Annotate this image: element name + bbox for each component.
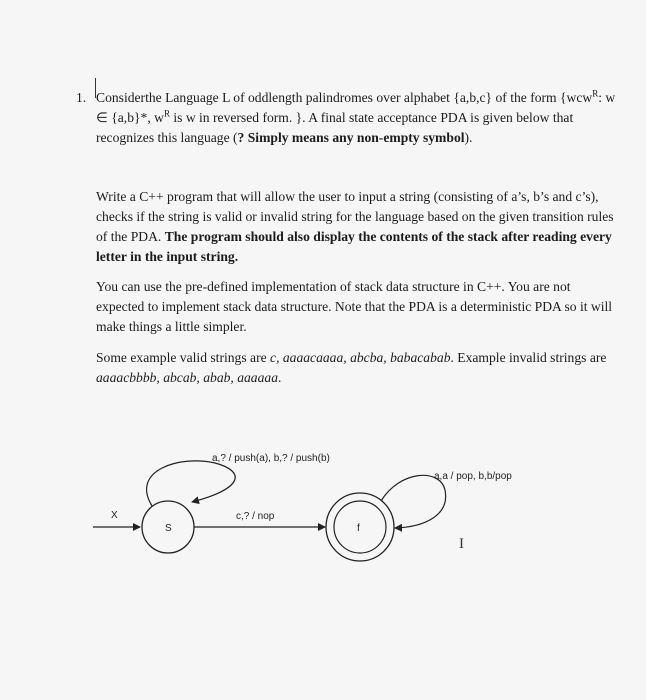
transition-label: c,? / nop [236, 511, 275, 522]
stack-display-requirement: The program should also display the contents of the stack after reading every letter in the input string. [96, 229, 612, 264]
state-f [326, 493, 394, 561]
start-loop-label: a,? / push(a), b,? / push(b) [212, 453, 330, 464]
state-f-label: f [357, 523, 360, 534]
invalid-examples: aaaacbbbb, abcab, abab, aaaaaa [96, 370, 278, 385]
paragraph-examples: Some example valid strings are c, aaaacaaaa, abcba, babacabab. Example invalid strings are aaaacbbbb, abcab, abab, aaaaaa. [96, 350, 607, 385]
question-number: 1. [76, 90, 87, 105]
ibeam-cursor-icon: I [459, 536, 464, 552]
start-self-loop [147, 461, 236, 506]
final-self-loop [381, 475, 446, 528]
paragraph-task: Write a C++ program that will allow the user to input a string (consisting of a’s, b’s and c’s), checks if the string is valid or invalid string for the language based on the given transition rules of the PDA. The program should also display the contents of the stack after reading every letter in the input string. [96, 189, 614, 264]
paragraph-stack-note: You can use the pre-defined implementation of stack data structure in C++. You are not expected to implement stack data structure. Note that the PDA is a deterministic PDA so it will make things a little simpler. [96, 279, 613, 334]
paragraph-intro: Considerthe Language L of oddlength palindromes over alphabet {a,b,c} of the form {wcw$^R$: w ∈ {a,b}*, $w^R$ is w in reversed form. }. A final state acceptance PDA is given below that recognizes this language (? Simply means any non-empty symbol). [96, 88, 616, 145]
non-empty-symbol-note: ? Simply means any non-empty symbol [237, 130, 465, 145]
state-s-label: S [165, 523, 172, 534]
valid-examples: c, aaaacaaaa, abcba, babacabab [270, 350, 451, 365]
start-arrow-label: X [111, 510, 118, 521]
final-loop-label: a,a / pop, b,b/pop [434, 471, 512, 482]
